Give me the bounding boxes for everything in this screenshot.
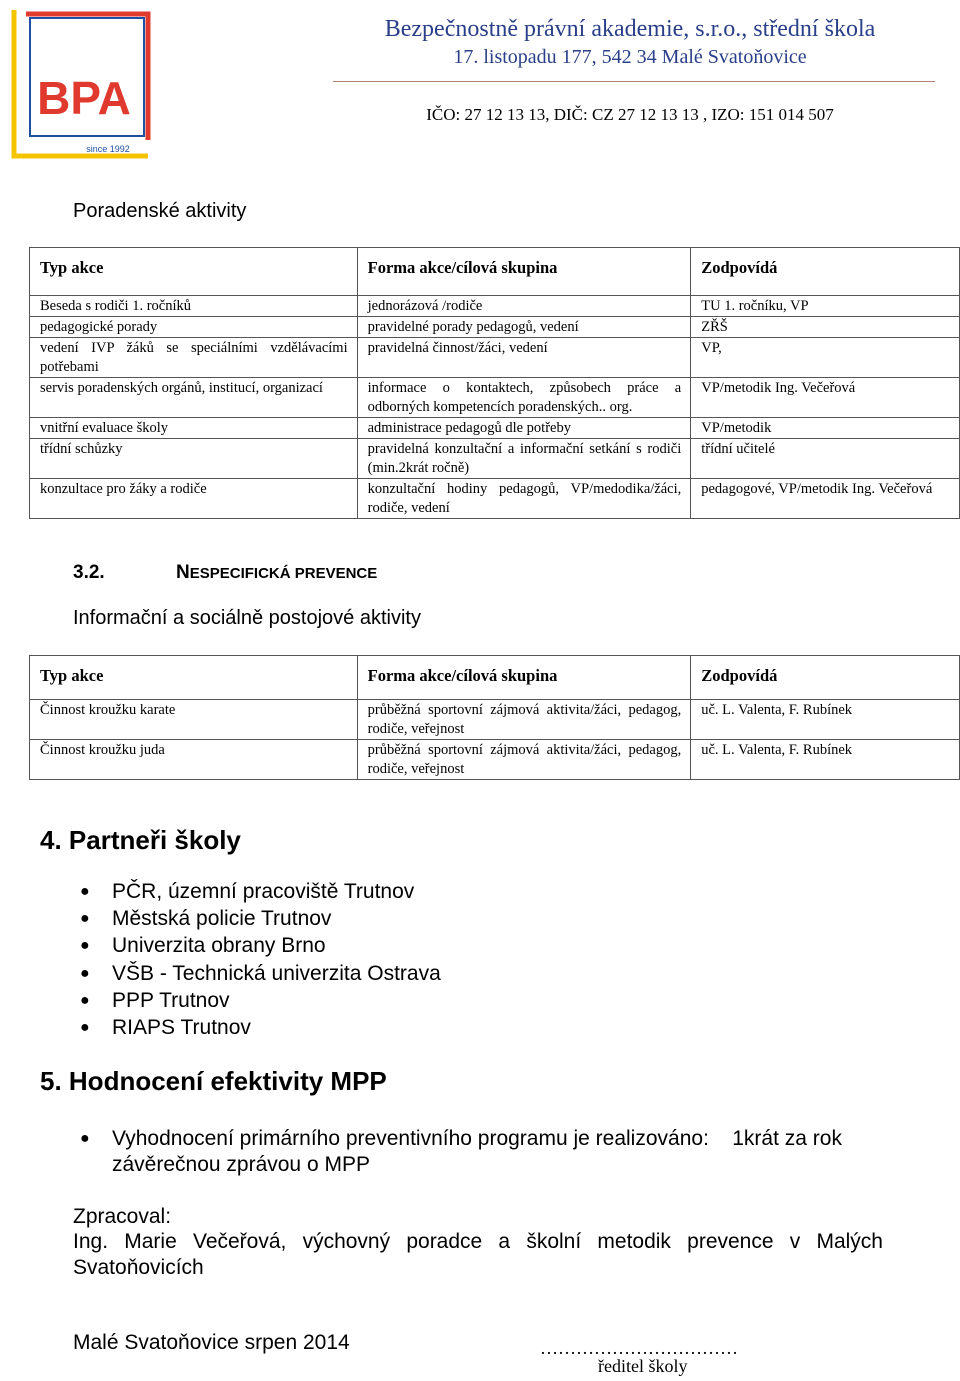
table-row: [30, 338, 960, 378]
table-header-row: [30, 656, 960, 700]
bullet-icon: ●: [80, 910, 90, 928]
zpracoval-label: Zpracoval:: [73, 1205, 172, 1228]
cell-typ: třídní schůzky: [30, 439, 358, 479]
cell-forma: pravidelná činnost/žáci, vedení: [357, 338, 691, 378]
title-rest: ESPECIFICKÁ PREVENCE: [189, 565, 378, 582]
table-row: [30, 439, 960, 479]
cell-forma: informace o kontaktech, způsobech práce a odborných kompetencích poradenských.. org.: [357, 378, 691, 418]
cell-zodpovida: uč. L. Valenta, F. Rubínek: [691, 700, 960, 740]
bullet-icon: ●: [80, 1018, 90, 1036]
bullet-icon: ●: [80, 937, 90, 955]
place-date: Malé Svatoňovice srpen 2014: [73, 1331, 350, 1354]
author-text: Ing. Marie Večeřová, výchovný poradce a školní metodik prevence v Malých Svatoňovicích: [73, 1230, 883, 1279]
aktivity-table: [29, 655, 960, 780]
bullet-icon: ●: [80, 1130, 90, 1147]
table-row: [30, 418, 960, 439]
header-divider: [333, 81, 935, 82]
cell-typ: Činnost kroužku juda: [30, 740, 358, 780]
cell-zodpovida: VP/metodik Ing. Večeřová: [691, 378, 960, 418]
column-header: Forma akce/cílová skupina: [357, 656, 691, 700]
cell-forma: administrace pedagogů dle potřeby: [357, 418, 691, 439]
cell-zodpovida: ZŘŠ: [691, 317, 960, 338]
cell-forma: jednorázová /rodiče: [357, 296, 691, 317]
section-number: 3.2.: [73, 562, 105, 583]
cell-zodpovida: VP/metodik: [691, 418, 960, 439]
table-row: [30, 296, 960, 317]
column-header: Typ akce: [30, 248, 358, 296]
subsection-title: Informační a sociálně postojové aktivity: [73, 607, 421, 629]
title-initial: N: [176, 562, 190, 583]
table-row: [30, 740, 960, 780]
cell-zodpovida: VP,: [691, 338, 960, 378]
cell-zodpovida: uč. L. Valenta, F. Rubínek: [691, 740, 960, 780]
poradenske-table: [29, 247, 960, 519]
logo-text: BPA: [37, 72, 131, 124]
table-row: [30, 378, 960, 418]
cell-typ: Beseda s rodiči 1. ročníků: [30, 296, 358, 317]
cell-forma: pravidelné porady pedagogů, vedení: [357, 317, 691, 338]
list-item: ● PPP Trutnov: [80, 988, 230, 1012]
partners-list: [80, 878, 441, 1041]
evaluation-text: Vyhodnocení primárního preventivního programu je realizováno: 1krát za rok závěrečnou zprávou o MPP: [112, 1127, 848, 1176]
bullet-icon: ●: [80, 991, 90, 1009]
table-row: [30, 317, 960, 338]
logo-since: since 1992: [86, 144, 130, 154]
cell-forma: pravidelná konzultační a informační setkání s rodiči (min.2krát ročně): [357, 439, 691, 479]
cell-typ: Činnost kroužku karate: [30, 700, 358, 740]
list-item: ● PČR, územní pracoviště Trutnov: [80, 880, 415, 903]
school-name: Bezpečnostně právní akademie, s.r.o., střední škola: [384, 16, 876, 42]
cell-forma: průběžná sportovní zájmová aktivita/žáci, pedagog, rodiče, veřejnost: [357, 700, 691, 740]
bullet-icon: ●: [80, 964, 90, 982]
table-header-row: [30, 248, 960, 296]
list-item: ● Městská policie Trutnov: [80, 907, 332, 931]
list-item: ● RIAPS Trutnov: [80, 1015, 251, 1039]
school-ids: IČO: 27 12 13 13, DIČ: CZ 27 12 13 13 , IZO: 151 014 507: [426, 105, 834, 124]
cell-typ: pedagogické porady: [30, 317, 358, 338]
table-row: [30, 700, 960, 740]
column-header: Forma akce/cílová skupina: [357, 248, 691, 296]
section-title-partneri: 4. Partneři školy: [40, 825, 241, 855]
section-title-hodnoceni: 5. Hodnocení efektivity MPP: [40, 1066, 387, 1096]
cell-zodpovida: třídní učitelé: [691, 439, 960, 479]
school-logo: [8, 6, 158, 166]
table-row: [30, 479, 960, 519]
list-item: ● VŠB - Technická univerzita Ostrava: [80, 961, 441, 985]
section-title-poradenske: Poradenské aktivity: [73, 200, 247, 222]
cell-typ: servis poradenských orgánů, institucí, organizací: [30, 378, 358, 418]
column-header: Zodpovídá: [691, 248, 960, 296]
signature-role: ředitel školy: [598, 1356, 688, 1376]
cell-typ: konzultace pro žáky a rodiče: [30, 479, 358, 519]
cell-typ: vnitřní evaluace školy: [30, 418, 358, 439]
school-address: 17. listopadu 177, 542 34 Malé Svatoňovice: [453, 46, 807, 68]
section-title-nespecificka: [176, 562, 377, 584]
bullet-icon: ●: [80, 883, 90, 900]
cell-forma: konzultační hodiny pedagogů, VP/medodika/žáci, rodiče, vedení: [357, 479, 691, 519]
cell-zodpovida: TU 1. ročníku, VP: [691, 296, 960, 317]
signature-line: ……………………………: [540, 1338, 738, 1358]
list-item: ● Univerzita obrany Brno: [80, 934, 326, 958]
cell-forma: průběžná sportovní zájmová aktivita/žáci, pedagog, rodiče, veřejnost: [357, 740, 691, 780]
list-item: [80, 1126, 890, 1178]
cell-typ: vedení IVP žáků se speciálními vzdělávacími potřebami: [30, 338, 358, 378]
column-header: Typ akce: [30, 656, 358, 700]
column-header: Zodpovídá: [691, 656, 960, 700]
cell-zodpovida: pedagogové, VP/metodik Ing. Večeřová: [691, 479, 960, 519]
